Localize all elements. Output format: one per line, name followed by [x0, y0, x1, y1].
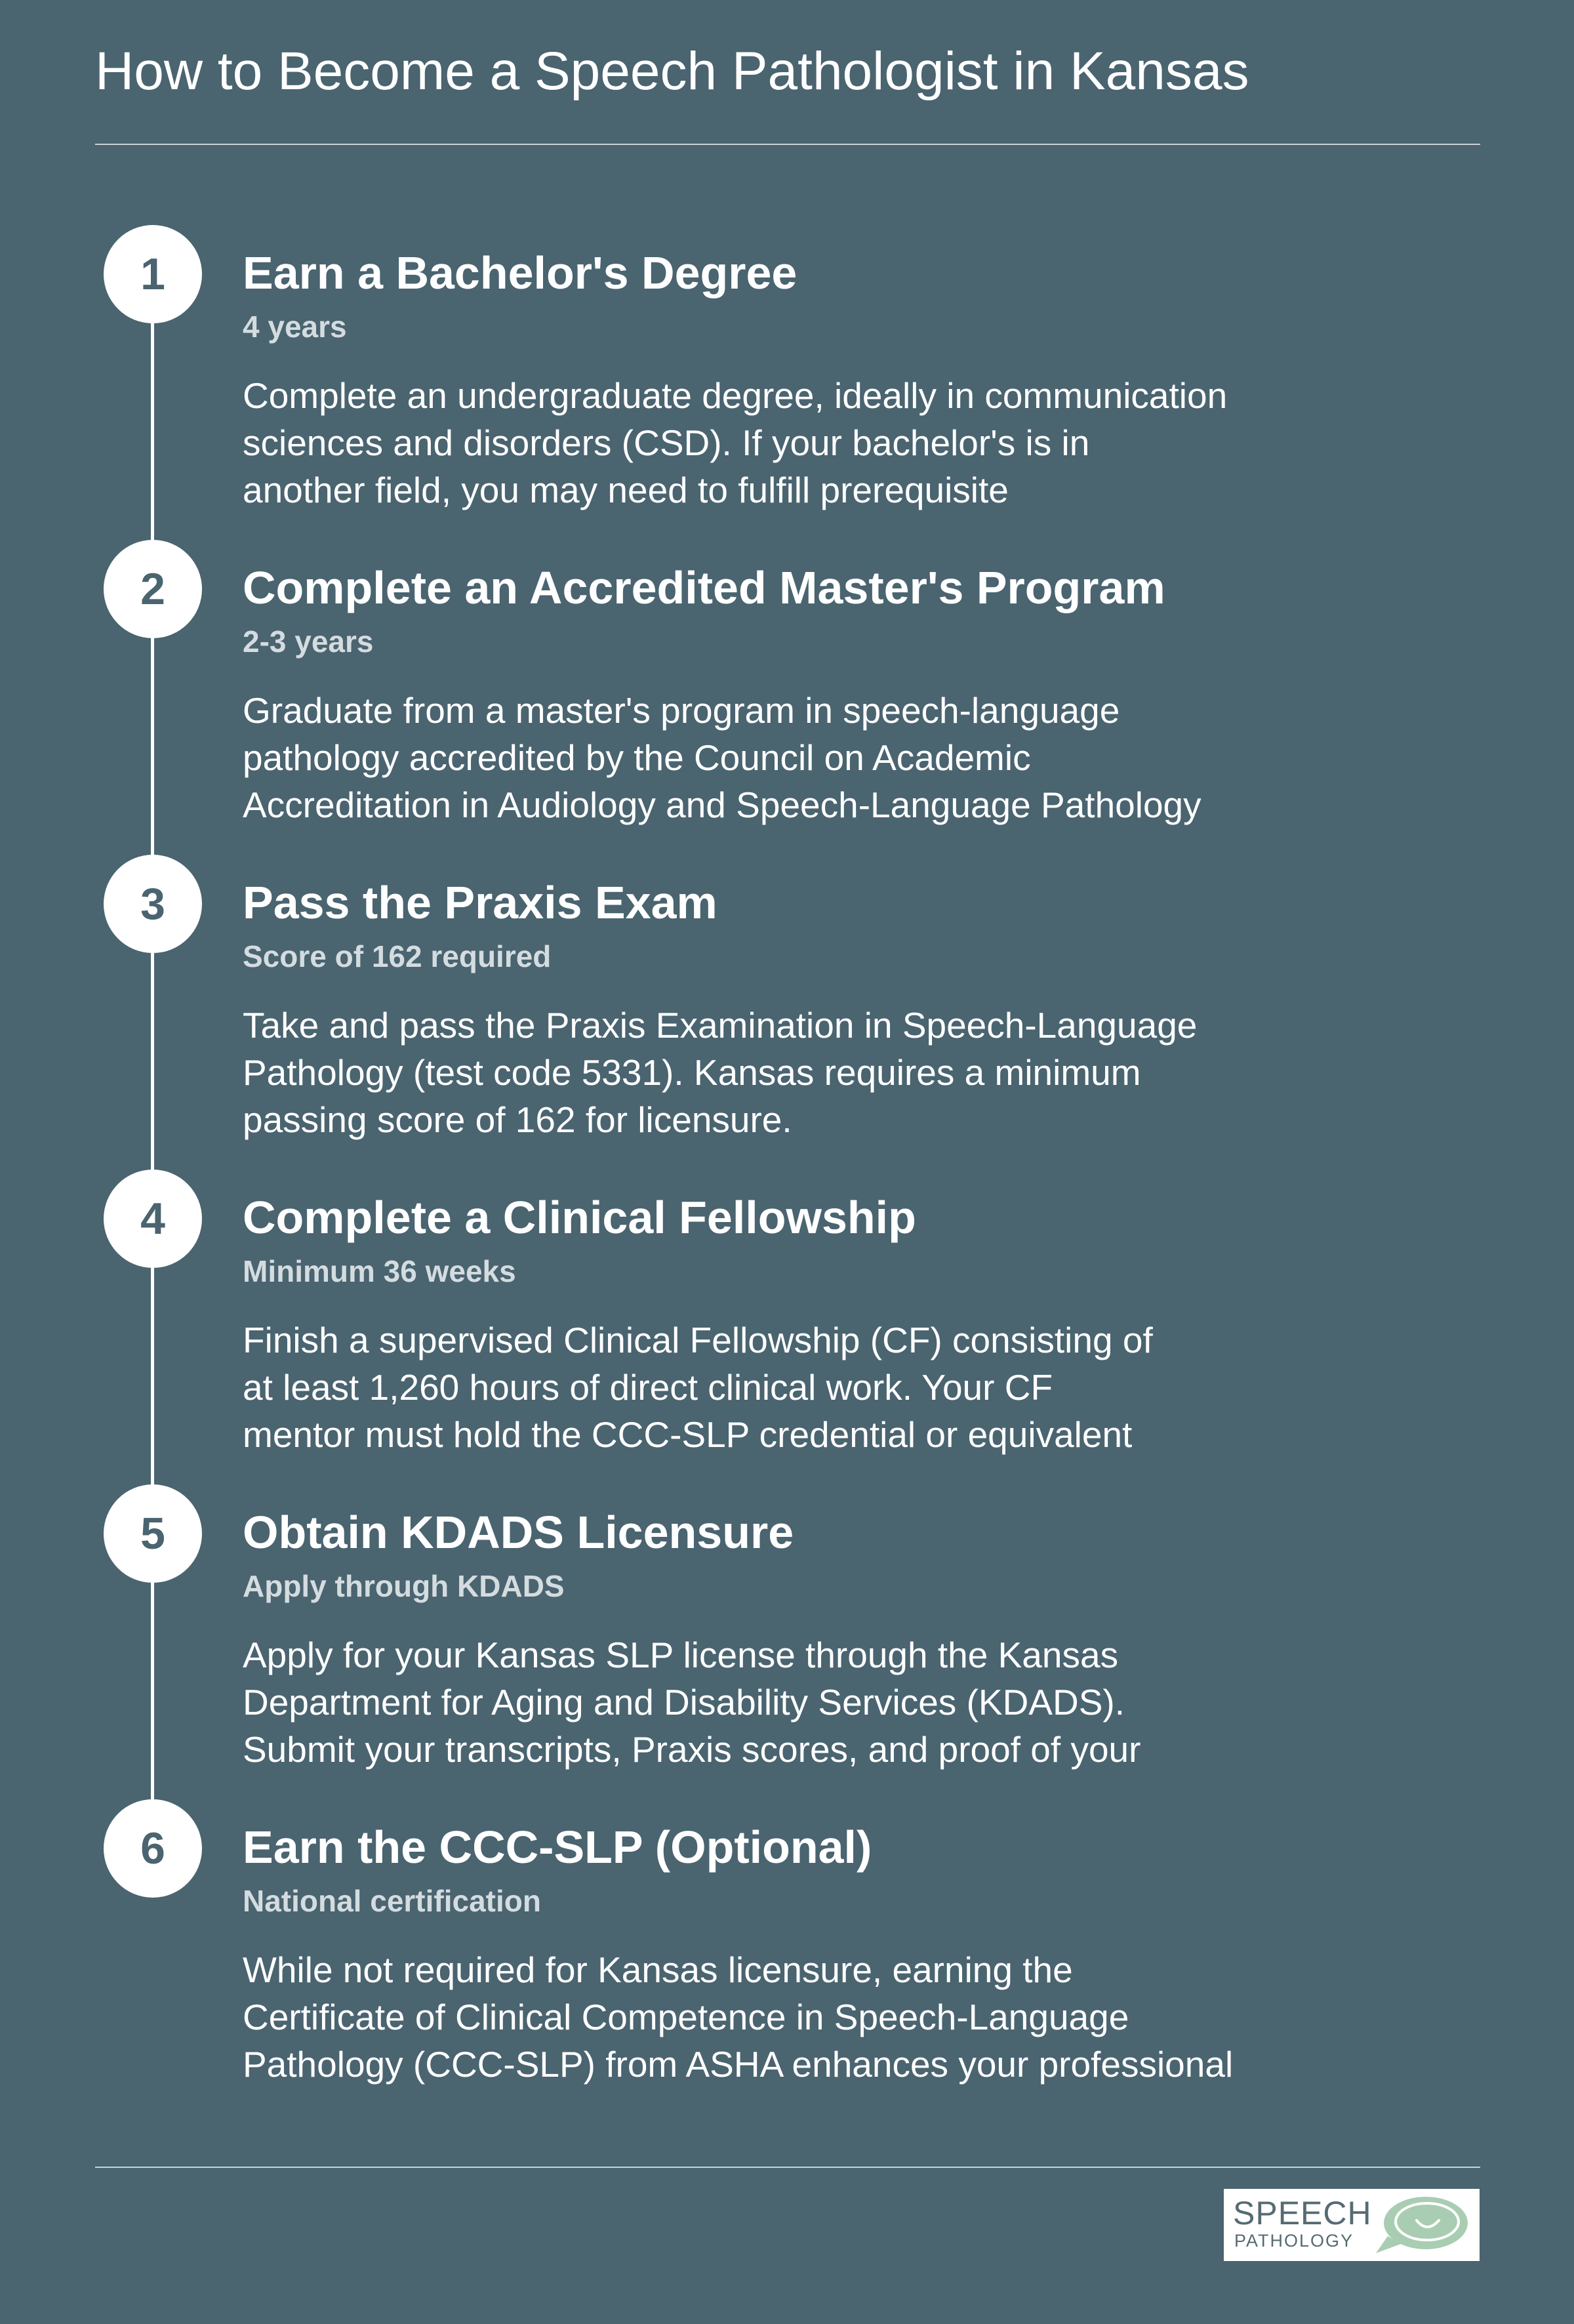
description-line: Complete an undergraduate degree, ideally in communication [243, 375, 1228, 416]
step-duration: 4 years [243, 310, 347, 344]
step-description [243, 1631, 1318, 1773]
description-line: another field, you may need to fulfill prerequisite [243, 470, 1009, 510]
description-line: mentor must hold the CCC-SLP credential or equivalent [243, 1414, 1133, 1455]
step-title: Complete an Accredited Master's Program [243, 562, 1165, 613]
logo-word-pathology: PATHOLOGY [1234, 2231, 1354, 2251]
description-line: Finish a supervised Clinical Fellowship (CF) consisting of [243, 1320, 1153, 1360]
description-line: Certificate of Clinical Competence in Speech-Language [243, 1997, 1129, 2037]
description-line: at least 1,260 hours of direct clinical work. Your CF [243, 1367, 1053, 1408]
step-duration: 2-3 years [243, 624, 374, 659]
description-line: Apply for your Kansas SLP license through the Kansas [243, 1635, 1119, 1675]
step-duration: Score of 162 required [243, 939, 552, 973]
step-number-badge: 5 [104, 1484, 202, 1583]
page-title: How to Become a Speech Pathologist in Kansas [95, 41, 1249, 101]
step-duration: National certification [243, 1884, 541, 1918]
description-line: Accreditation in Audiology and Speech-Language Pathology [243, 785, 1201, 825]
step-title: Obtain KDADS Licensure [243, 1507, 794, 1558]
step-title: Complete a Clinical Fellowship [243, 1192, 916, 1243]
step-duration: Minimum 36 weeks [243, 1254, 516, 1288]
logo-word-speech: SPEECH [1233, 2195, 1372, 2232]
step-2 [0, 540, 1574, 855]
step-description [243, 1946, 1318, 2088]
step-1 [0, 225, 1574, 540]
description-line: Take and pass the Praxis Examination in Speech-Language [243, 1005, 1198, 1046]
step-title: Earn the CCC-SLP (Optional) [243, 1822, 872, 1873]
step-title: Earn a Bachelor's Degree [243, 247, 797, 298]
speech-bubble-smile-icon [1375, 2194, 1470, 2256]
step-number-badge: 4 [104, 1170, 202, 1268]
step-number-badge: 3 [104, 855, 202, 953]
description-line: Graduate from a master's program in speech-language [243, 690, 1120, 731]
step-description [243, 687, 1318, 828]
step-description [243, 372, 1318, 514]
description-line: Pathology (test code 5331). Kansas requires a minimum [243, 1052, 1141, 1093]
top-divider [95, 144, 1480, 145]
step-6 [0, 1799, 1574, 2114]
description-line: pathology accredited by the Council on Academic [243, 737, 1031, 778]
description-line: Pathology (CCC-SLP) from ASHA enhances your professional [243, 2044, 1234, 2085]
description-line: passing score of 162 for licensure. [243, 1099, 792, 1140]
step-title: Pass the Praxis Exam [243, 877, 717, 928]
bottom-divider [95, 2167, 1480, 2168]
step-4 [0, 1170, 1574, 1484]
step-3 [0, 855, 1574, 1170]
step-duration: Apply through KDADS [243, 1569, 565, 1603]
step-number-badge: 1 [104, 225, 202, 323]
description-line: While not required for Kansas licensure, earning the [243, 1949, 1073, 1990]
step-number-badge: 2 [104, 540, 202, 638]
description-line: Department for Aging and Disability Services (KDADS). [243, 1682, 1125, 1723]
description-line: Submit your transcripts, Praxis scores, and proof of your [243, 1729, 1141, 1770]
speech-pathology-logo [1224, 2189, 1480, 2261]
description-line: sciences and disorders (CSD). If your bachelor's is in [243, 422, 1090, 463]
step-number-badge: 6 [104, 1799, 202, 1898]
step-description [243, 1316, 1318, 1458]
step-description [243, 1002, 1318, 1143]
step-5 [0, 1484, 1574, 1799]
